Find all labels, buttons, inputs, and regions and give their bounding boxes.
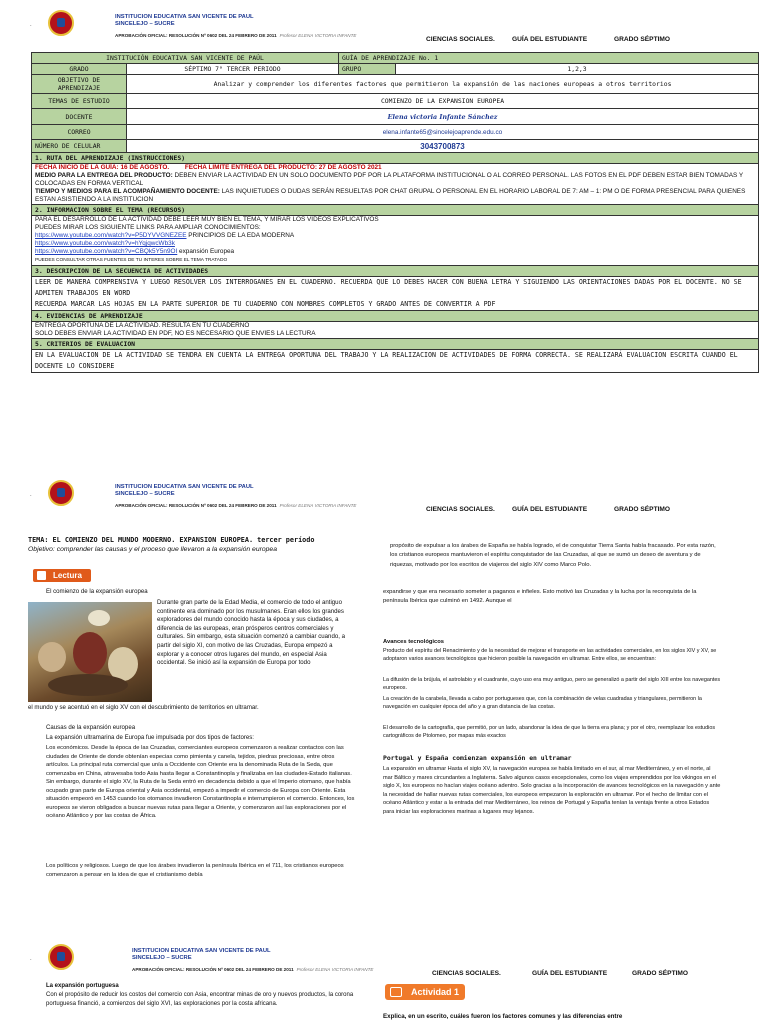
medio-text: DEBEN ENVIAR LA ACTIVIDAD EN UN SOLO DOCUMENTO PDF POR LA PLATAFORMA INSTITUCIONAL O AL CORREO PERSONAL. LAS FOTOS EN EL PDF DEBEN ESTAR BIEN TOMADAS Y COLOCADAS EN FORMA VERTICAL (35, 172, 744, 187)
s4-line1: ENTREGA OPORTUNA DE LA ACTIVIDAD. RESULTA EN TU CUADERNO (35, 322, 250, 329)
avances-paragraph: Producto del espíritu del Renacimiento y de la necesidad de mejorar el transporte en las actividades comerciales, en los siglos XIV y XV, se adoptaron varios avances tecnológicos que hicieron posible la navegación en ultramar. Entre ellos, se encuentran: (383, 648, 717, 663)
video-link-3-desc: expansión Europea (177, 248, 235, 255)
section-3-body (32, 277, 759, 311)
celular-value: 3043700873 (127, 140, 759, 153)
causas-title: Causas de la expansión europea (46, 724, 136, 731)
s3-line2: RECUERDA MARCAR LAS HOJAS EN LA PARTE SUPERIOR DE TU CUADERNO CON NOMBRES COMPLETOS Y GRADO ANTES DE CONVERTIR A PDF (35, 300, 496, 308)
table-guide-no: GUÍA DE APRENDIZAJE No. 1 (339, 53, 759, 64)
portuguesa-paragraph: Con el propósito de reducir los costos del comercio con Asia, encontrar minas de oro y nuevos productos, la corona portuguesa financió, a comienzos del siglo XVI, las exploraciones por la costa africana. (46, 992, 354, 1007)
approval-line: APROBACIÓN OFICIAL: RESOLUCIÓN Nº 0602 DEL 24 FEBRERO DE 2011 Profesor ELENA VICTORIA INFANTE (115, 33, 357, 38)
section-2-title: 2. INFORMACION SOBRE EL TEMA (RECURSOS) (32, 205, 759, 216)
s4-line2: SOLO DEBES ENVIAR LA ACTIVIDAD EN PDF, NO ES NECESARIO QUE ENVIES LA LECTURA (35, 330, 316, 337)
right-top-text: propósito de expulsar a los árabes de España se había logrado, el de conquistar Tierra Santa había fracasado. Por esta razón, los cristianos europeos mantuvieron el espíritu conquistador de las Cruzadas, al que se sumó un deseo de aventura y de riquezas, motivado por los escritos de viajeros del siglo XIV como Marco Polo. (390, 543, 716, 568)
correo-label: CORREO (32, 125, 127, 140)
lectura-paragraph-1b: el mundo y se acentuó en el siglo XV con el descubrimiento de territorios en ultramar. (28, 704, 259, 711)
objetivo-label: OBJETIVO DE APRENDIZAJE (32, 75, 127, 94)
docente-value: Elena victoria Infante Sánchez (127, 109, 759, 125)
actividad-1-badge: Actividad 1 (385, 984, 465, 1000)
page-header (0, 942, 768, 982)
medio-label: MEDIO PARA LA ENTREGA DEL PRODUCTO: (35, 172, 173, 179)
book-icon (37, 571, 46, 580)
video-link-2[interactable]: https://www.youtube.com/watch?v=hYqjqwcWb3k (35, 240, 175, 247)
section-4-body (32, 322, 759, 339)
politicos-text: Los políticos y religiosos. Luego de que los árabes invadieron la península Ibérica en el 711, los cristianos europeos comenzaron a pensar en la idea de que el cristianismo debía (46, 863, 344, 878)
grade-label: GRADO SÉPTIMO (632, 970, 689, 977)
video-link-1-desc: PRINCIPIOS DE LA EDA MODERNA (186, 232, 295, 239)
section-2-body (32, 216, 759, 266)
portugal-title: Portugal y España comienzan expansión en ultramar (383, 754, 572, 762)
actividad-1-text: Explica, en un escrito, cuáles fueron los factores comunes y las diferencias entre (383, 1013, 623, 1020)
lectura-subtitle: El comienzo de la expansión europea (46, 588, 148, 595)
grupo-label: GRUPO (339, 64, 396, 75)
avances-item-3: El desarrollo de la cartografía, que permitió, por un lado, abandonar la idea de que la tierra era plana; y por el otro, reemplazar los estudios cartográficos de Ptolomeo, por mapas más exactos (383, 725, 716, 740)
section-5-title: 5. CRITERIOS DE EVALUACION (32, 339, 759, 350)
fecha-limite: FECHA LIMITE ENTREGA DEL PRODUCTO: 27 DE AGOSTO 2021 (184, 164, 382, 171)
video-link-1[interactable]: https://www.youtube.com/watch?v=P5DYVVGNEZEE (35, 232, 187, 239)
causas-intro: La expansión ultramarina de Europa fue impulsada por dos tipos de factores: (46, 734, 254, 741)
avances-item-1: La difusión de la brújula, el astrolabio y el cuadrante, cuyo uso era muy antiguo, pero se generalizó a partir del siglo XIII entre los navegantes europeos. (383, 677, 721, 692)
avances-item-2: La creación de la carabela, llevada a cabo por portugueses que, con la combinación de velas cuadradas y triangulares, permitieron la navegación en cualquier época del año y a gran distancia de las costas. (383, 696, 702, 711)
section-1-body (32, 164, 759, 205)
guide-label: GUÍA DEL ESTUDIANTE (512, 36, 588, 43)
causas-text: Los económicos. Desde la época de las Cruzadas, comerciantes europeos comenzaron a realizar contactos con las ciudades de Oriente de donde obtenían especias como pimienta y canela, tejidos, piedras preciosas, entre otros artículos. La principal ruta comercial que unía a Occidente con Oriente era la denominada Ruta de la Seda, que comenzaba en China, atravesaba todo Asia hasta llegar a Constantinopla y finalizaba en las ciudades-Estado italianas. Sin embargo, durante el siglo XV, la Ruta de la Seda entró en decadencia debido a que el Imperio otomano, que había ocupado gran parte de Europa oriental y Asia occidental, empezó a impedir el comercio de Europa con Oriente. Esta situación empeoró en 1453 cuando los otomanos invadieron Constantinopla e interrumpieron el comercio. Entonces, los europeos se vieron obligados a buscar nuevas rutas para llegar a Oriente, y comenzaron así las exploraciones por el océano Atlántico y por las costas de África. (46, 745, 355, 819)
s2-line1: PARA EL DESARROLLO DE LA ACTIVIDAD DEBE LEER MUY BIEN EL TEMA, Y MIRAR LOS VIDEOS EXPLICATIVOS (35, 216, 379, 223)
lectura-badge: Lectura (33, 569, 91, 582)
table-institution: INSTITUCIÓN EDUCATIVA SAN VICENTE DE PAÚL (32, 53, 339, 64)
guide-table (31, 52, 759, 373)
s2-line2: PUEDES MIRAR LOS SIGUIENTE LINKS PARA AMPLIAR CONOCIMIENTOS: (35, 224, 261, 231)
approval-line: APROBACIÓN OFICIAL: RESOLUCIÓN Nº 0602 DEL 24 FEBRERO DE 2011 Profesor ELENA VICTORIA INFANTE (132, 967, 374, 972)
header-dot: . (30, 956, 32, 962)
page-1 (0, 0, 768, 440)
grupo-value: 1,2,3 (396, 64, 759, 75)
s2-note: PUEDES CONSULTAR OTRAS FUENTES DE TU INTERES SOBRE EL TEMA TRATADO (35, 258, 228, 263)
guide-label: GUÍA DEL ESTUDIANTE (512, 506, 588, 513)
lectura-paragraph-1: Durante gran parte de la Edad Media, el comercio de todo el antiguo continente era dominado por los musulmanes. Eran ellos los grandes exploradores del mundo conocido hasta la época y sus ciudades, a diferencia de las europeas, eran prósperos centros comerciales y culturales. Sin embargo, esta situación comenzó a cambiar cuando, a partir del siglo XI, con motivo de las Cruzadas, Europa empezó a explorar y a conocer otros lugares del mundo, en especial Asia occidental. Se inició así la expansión de Europa por todo (157, 599, 345, 667)
grade-label: GRADO SÉPTIMO (614, 506, 671, 513)
grado-label: GRADO (32, 64, 127, 75)
docente-label: DOCENTE (32, 109, 127, 125)
institution-name: INSTITUCION EDUCATIVA SAN VICENTE DE PAUL SINCELEJO – SUCRE (132, 948, 271, 961)
tiempo-text: LAS INQUIETUDES O DUDAS SERÁN RESUELTAS POR CHAT GRUPAL O PERSONAL EN EL HORARIO LABORAL DE 7: AM – 1: PM O DE FORMA PRESENCIAL PARA QUIENES ESTAN ASISTIENDO A LA INSTITUCION (35, 188, 746, 203)
tiempo-label: TIEMPO Y MEDIOS PARA EL ACOMPAÑAMIENTO DOCENTE: (35, 188, 220, 195)
subject-label: CIENCIAS SOCIALES. (432, 970, 501, 977)
school-logo (48, 480, 74, 506)
correo-value[interactable]: elena.infante65@sincelejoaprende.edu.co (127, 125, 759, 140)
book-icon (390, 987, 402, 997)
temas-label: TEMAS DE ESTUDIO (32, 94, 127, 109)
celular-label: NÚMERO DE CELULAR (32, 140, 127, 153)
guide-label: GUÍA DEL ESTUDIANTE (532, 970, 608, 977)
section-1-title: 1. RUTA DEL APRENDIZAJE (INSTRUCCIONES) (32, 153, 759, 164)
page2-tema: TEMA: EL COMIENZO DEL MUNDO MODERNO. EXPANSION EUROPEA. tercer período (28, 536, 315, 544)
section-5-body (32, 350, 759, 373)
page-header (0, 8, 768, 48)
approval-line: APROBACIÓN OFICIAL: RESOLUCIÓN Nº 0602 DEL 24 FEBRERO DE 2011 Profesor ELENA VICTORIA INFANTE (115, 503, 357, 508)
subject-label: CIENCIAS SOCIALES. (426, 506, 495, 513)
avances-title: Avances tecnológicos (383, 639, 444, 645)
page-header (0, 478, 768, 518)
section-4-title: 4. EVIDENCIAS DE APRENDIZAJE (32, 311, 759, 322)
header-dot: . (30, 22, 32, 28)
grado-value: SÉPTIMO 7° TERCER PERIODO (127, 64, 339, 75)
section-3-title: 3. DESCRIPCION DE LA SECUENCIA DE ACTIVIDADES (32, 266, 759, 277)
objetivo-value: Analizar y comprender los diferentes factores que permitieron la expansión de las naciones europeas a otros territorios (127, 75, 759, 94)
institution-name: INSTITUCION EDUCATIVA SAN VICENTE DE PAUL SINCELEJO – SUCRE (115, 14, 254, 27)
right-mid-text: expandirse y que era necesario someter a paganos e infieles. Esto motivó las Cruzadas y la lucha por la reconquista de la península Ibérica que culminó en 1492. Aunque el (383, 589, 697, 605)
temas-value: COMIENZO DE LA EXPANSION EUROPEA (127, 94, 759, 109)
school-logo (48, 10, 74, 36)
page2-objetivo: Objetivo: comprender las causas y el proceso que llevaron a la expansión europea (28, 546, 277, 553)
fecha-inicio: FECHA INICIO DE LA GUÍA: 16 DE AGOSTO. (35, 164, 170, 171)
grade-label: GRADO SÉPTIMO (614, 36, 671, 43)
portugal-paragraph: La expansión en ultramar Hasta el siglo XV, la navegación europea se había limitado en el sur, al mar Mediterráneo, y en el norte, al mar Báltico y mares circundantes a Inglaterra. Salvo algunos casos excepcionales, como los viajes emprendidos por los vikingos en el siglo X, los europeos no hacían viajes océano adentro. Solo gracias a la incorporación de avances tecnológicos en la navegación y ante la necesidad de hallar nuevas rutas comerciales, los europeos empezaron la exploración en ultramar. Por el hecho de limitar con el océano Atlántico y estar a la entrada del mar Mediterráneo, los reinos de Portugal y España tenían la ventaja frente a otros Estados para iniciar las exploraciones marinas a lugares muy lejanos. (383, 766, 721, 815)
institution-name: INSTITUCION EDUCATIVA SAN VICENTE DE PAUL SINCELEJO – SUCRE (115, 484, 254, 497)
subject-label: CIENCIAS SOCIALES. (426, 36, 495, 43)
school-logo (48, 944, 74, 970)
portuguesa-title: La expansión portuguesa (46, 983, 119, 989)
s3-line1: LEER DE MANERA COMPRENSIVA Y LUEGO RESOLVER LOS INTERROGANES EN EL CUADERNO. RECUERDA QUE LO DEBES HACER CON BUENA LETRA Y SIGUIENDO LAS ORIENTACIONES DADAS POR EL DOCENTE. NO SE ADMITEN TRABAJOS EN WORD (35, 278, 742, 297)
medieval-illustration (28, 602, 152, 702)
s5-line1: EN LA EVALUACION DE LA ACTIVIDAD SE TENDRA EN CUENTA LA ENTREGA OPORTUNA DEL TRABAJO Y LA REALIZACION DE ACTIVIDADES DE FORMA CORRECTA. SE REALIZARÁ EVALUACION ESCRITA CUANDO EL DOCENTE LO CONSIDERE (35, 351, 738, 370)
header-dot: . (30, 492, 32, 498)
video-link-3[interactable]: https://www.youtube.com/watch?v=CBQk5Y5n9OI (35, 248, 178, 255)
